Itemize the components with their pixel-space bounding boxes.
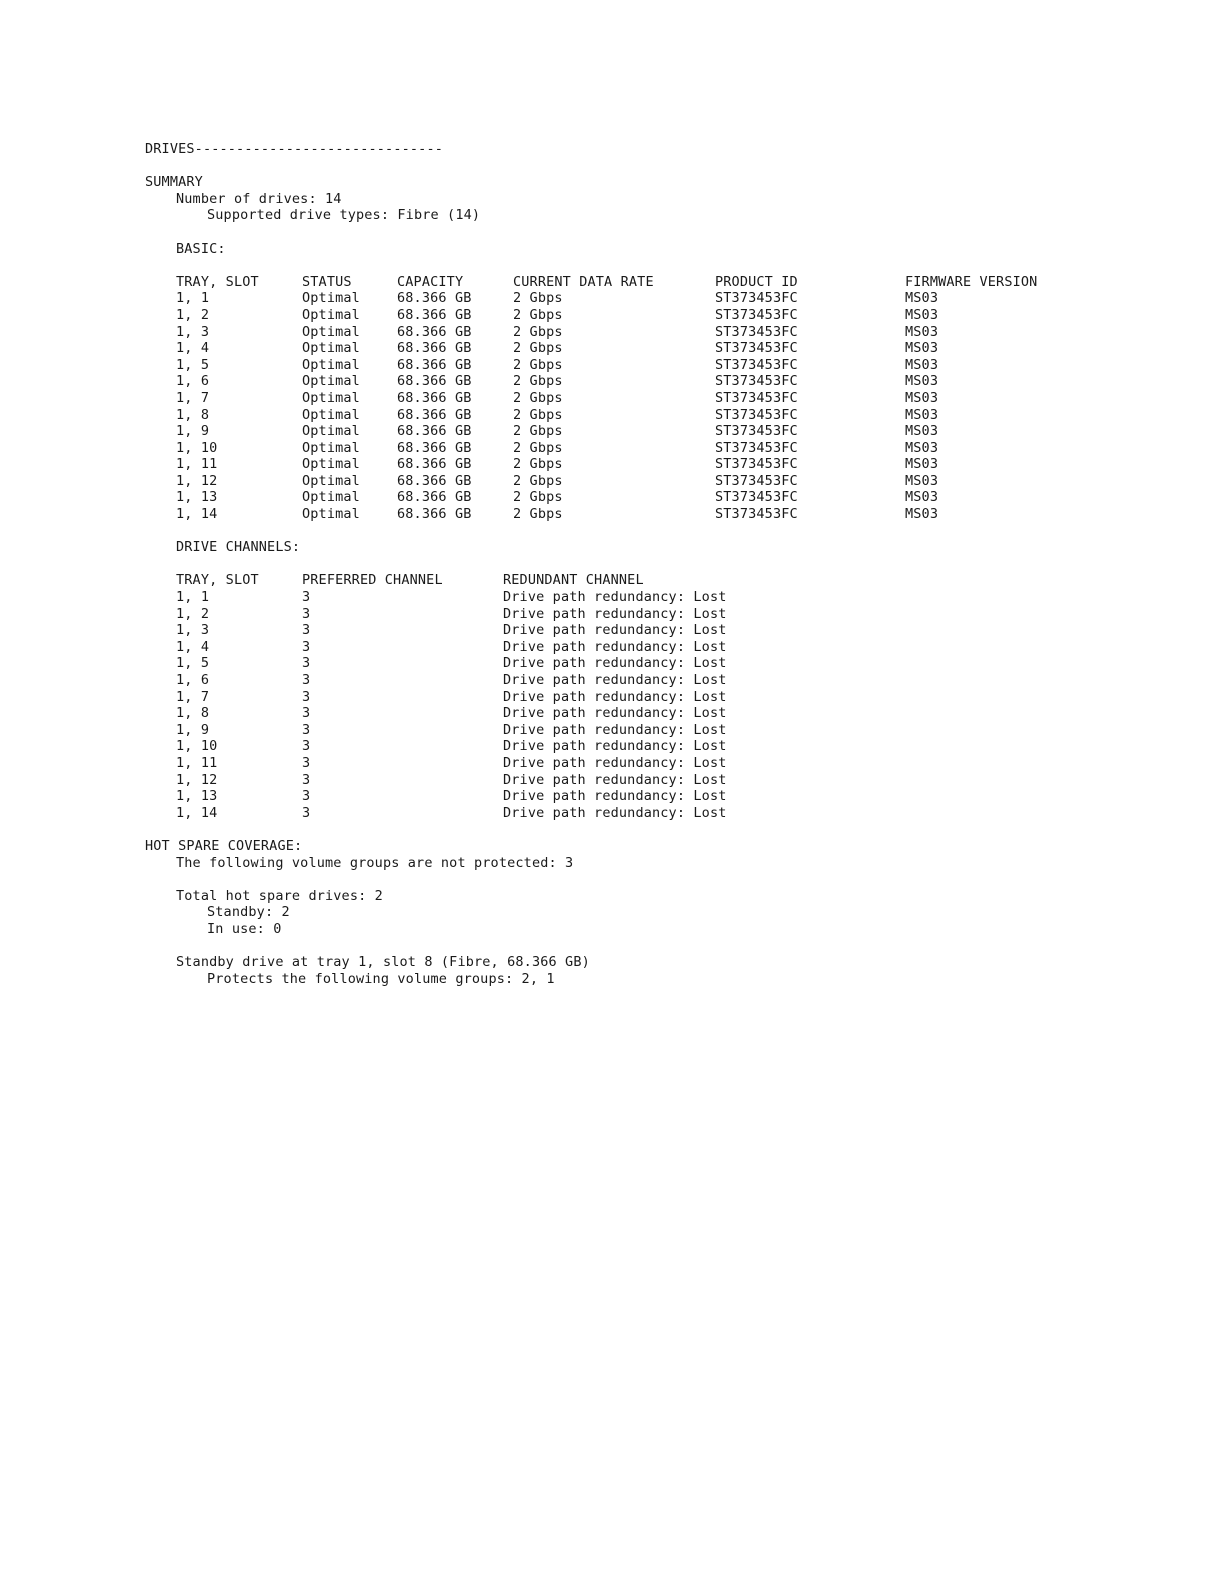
supported-drive-types: Supported drive types: Fibre (14) xyxy=(207,207,481,224)
column-header-redundant-channel: REDUNDANT CHANNEL xyxy=(503,572,644,589)
tray-slot-cell: 1, 6 xyxy=(176,672,210,688)
product-id-cell: ST373453FC xyxy=(715,373,798,390)
column-header-firmware: FIRMWARE VERSION xyxy=(905,273,1038,290)
data-rate-cell: 2 Gbps xyxy=(513,423,563,440)
in-use-count: In use: 0 xyxy=(207,920,282,937)
table-row xyxy=(145,639,1145,656)
number-of-drives: Number of drives: 14 xyxy=(176,190,342,207)
protected-groups: Protects the following volume groups: 2, 1 xyxy=(207,970,555,987)
capacity-cell: 68.366 GB xyxy=(397,506,472,523)
capacity-cell: 68.366 GB xyxy=(397,356,472,373)
preferred-channel-cell: 3 xyxy=(302,622,311,639)
tray-slot-cell: 1, 13 xyxy=(176,788,218,805)
product-id-cell: ST373453FC xyxy=(715,456,798,473)
table-row xyxy=(145,805,1145,822)
redundant-channel-cell: Drive path redundancy: Lost xyxy=(503,705,727,722)
firmware-cell: MS03 xyxy=(905,323,939,340)
redundant-channel-cell: Drive path redundancy: Lost xyxy=(503,771,727,788)
table-row xyxy=(145,324,1145,341)
tray-slot-cell: 1, 4 xyxy=(176,638,210,655)
status-cell: Optimal xyxy=(302,340,360,357)
product-id-cell: ST373453FC xyxy=(715,290,798,307)
capacity-cell: 68.366 GB xyxy=(397,389,472,406)
redundant-channel-cell: Drive path redundancy: Lost xyxy=(503,655,727,672)
status-cell: Optimal xyxy=(302,472,360,489)
table-row xyxy=(145,689,1145,706)
product-id-cell: ST373453FC xyxy=(715,340,798,357)
data-rate-cell: 2 Gbps xyxy=(513,472,563,489)
preferred-channel-cell: 3 xyxy=(302,721,311,738)
capacity-cell: 68.366 GB xyxy=(397,472,472,489)
tray-slot-cell: 1, 1 xyxy=(176,589,210,606)
firmware-cell: MS03 xyxy=(905,373,939,390)
column-header-status: STATUS xyxy=(302,273,352,290)
table-row xyxy=(145,407,1145,424)
tray-slot-cell: 1, 11 xyxy=(176,456,218,473)
table-row xyxy=(145,738,1145,755)
tray-slot-cell: 1, 10 xyxy=(176,439,218,456)
preferred-channel-cell: 3 xyxy=(302,804,311,821)
capacity-cell: 68.366 GB xyxy=(397,373,472,390)
table-row xyxy=(145,589,1145,606)
firmware-cell: MS03 xyxy=(905,439,939,456)
firmware-cell: MS03 xyxy=(905,456,939,473)
data-rate-cell: 2 Gbps xyxy=(513,373,563,390)
drives-header: DRIVES------------------------------ xyxy=(145,141,443,157)
capacity-cell: 68.366 GB xyxy=(397,290,472,307)
firmware-cell: MS03 xyxy=(905,506,939,523)
column-header-preferred-channel: PREFERRED CHANNEL xyxy=(302,572,443,589)
total-hot-spares: Total hot spare drives: 2 xyxy=(176,887,383,904)
column-header-tray-slot: TRAY, SLOT xyxy=(176,273,259,290)
preferred-channel-cell: 3 xyxy=(302,638,311,655)
hot-spare-title: HOT SPARE COVERAGE: xyxy=(145,837,303,854)
status-cell: Optimal xyxy=(302,489,360,506)
column-header-data-rate: CURRENT DATA RATE xyxy=(513,273,654,290)
status-cell: Optimal xyxy=(302,423,360,440)
product-id-cell: ST373453FC xyxy=(715,423,798,440)
redundant-channel-cell: Drive path redundancy: Lost xyxy=(503,638,727,655)
preferred-channel-cell: 3 xyxy=(302,672,311,688)
product-id-cell: ST373453FC xyxy=(715,356,798,373)
preferred-channel-cell: 3 xyxy=(302,705,311,722)
channels-table-body xyxy=(145,589,1145,821)
firmware-cell: MS03 xyxy=(905,489,939,506)
tray-slot-cell: 1, 3 xyxy=(176,622,210,639)
redundant-channel-cell: Drive path redundancy: Lost xyxy=(503,721,727,738)
data-rate-cell: 2 Gbps xyxy=(513,340,563,357)
redundant-channel-cell: Drive path redundancy: Lost xyxy=(503,804,727,821)
tray-slot-cell: 1, 1 xyxy=(176,290,210,307)
status-cell: Optimal xyxy=(302,389,360,406)
table-row xyxy=(145,705,1145,722)
tray-slot-cell: 1, 10 xyxy=(176,738,218,755)
data-rate-cell: 2 Gbps xyxy=(513,489,563,506)
preferred-channel-cell: 3 xyxy=(302,655,311,672)
table-row xyxy=(145,722,1145,739)
table-row xyxy=(145,672,1145,689)
status-cell: Optimal xyxy=(302,406,360,423)
data-rate-cell: 2 Gbps xyxy=(513,290,563,307)
capacity-cell: 68.366 GB xyxy=(397,456,472,473)
redundant-channel-cell: Drive path redundancy: Lost xyxy=(503,589,727,606)
tray-slot-cell: 1, 9 xyxy=(176,423,210,440)
data-rate-cell: 2 Gbps xyxy=(513,323,563,340)
table-row xyxy=(145,373,1145,390)
preferred-channel-cell: 3 xyxy=(302,688,311,705)
status-cell: Optimal xyxy=(302,439,360,456)
status-cell: Optimal xyxy=(302,306,360,323)
basic-title: BASIC: xyxy=(176,240,226,257)
firmware-cell: MS03 xyxy=(905,340,939,357)
tray-slot-cell: 1, 11 xyxy=(176,754,218,771)
data-rate-cell: 2 Gbps xyxy=(513,456,563,473)
capacity-cell: 68.366 GB xyxy=(397,306,472,323)
tray-slot-cell: 1, 14 xyxy=(176,804,218,821)
status-cell: Optimal xyxy=(302,373,360,390)
product-id-cell: ST373453FC xyxy=(715,323,798,340)
table-row xyxy=(145,655,1145,672)
product-id-cell: ST373453FC xyxy=(715,472,798,489)
column-header-tray-slot: TRAY, SLOT xyxy=(176,572,259,589)
tray-slot-cell: 1, 9 xyxy=(176,721,210,738)
table-row xyxy=(145,357,1145,374)
product-id-cell: ST373453FC xyxy=(715,489,798,506)
table-row xyxy=(145,456,1145,473)
tray-slot-cell: 1, 8 xyxy=(176,406,210,423)
tray-slot-cell: 1, 4 xyxy=(176,340,210,357)
data-rate-cell: 2 Gbps xyxy=(513,439,563,456)
status-cell: Optimal xyxy=(302,506,360,523)
data-rate-cell: 2 Gbps xyxy=(513,506,563,523)
tray-slot-cell: 1, 3 xyxy=(176,323,210,340)
preferred-channel-cell: 3 xyxy=(302,788,311,805)
status-cell: Optimal xyxy=(302,290,360,307)
redundant-channel-cell: Drive path redundancy: Lost xyxy=(503,688,727,705)
status-cell: Optimal xyxy=(302,356,360,373)
basic-table-body xyxy=(145,290,1145,522)
preferred-channel-cell: 3 xyxy=(302,738,311,755)
redundant-channel-cell: Drive path redundancy: Lost xyxy=(503,672,727,688)
tray-slot-cell: 1, 8 xyxy=(176,705,210,722)
table-row xyxy=(145,423,1145,440)
tray-slot-cell: 1, 2 xyxy=(176,605,210,622)
table-row xyxy=(145,340,1145,357)
capacity-cell: 68.366 GB xyxy=(397,323,472,340)
column-header-capacity: CAPACITY xyxy=(397,273,464,290)
not-protected-groups: The following volume groups are not protected: 3 xyxy=(176,854,574,871)
standby-count: Standby: 2 xyxy=(207,904,290,921)
preferred-channel-cell: 3 xyxy=(302,605,311,622)
firmware-cell: MS03 xyxy=(905,389,939,406)
table-row xyxy=(145,788,1145,805)
tray-slot-cell: 1, 6 xyxy=(176,373,210,390)
firmware-cell: MS03 xyxy=(905,423,939,440)
product-id-cell: ST373453FC xyxy=(715,389,798,406)
table-row xyxy=(145,290,1145,307)
table-row xyxy=(145,622,1145,639)
redundant-channel-cell: Drive path redundancy: Lost xyxy=(503,788,727,805)
redundant-channel-cell: Drive path redundancy: Lost xyxy=(503,754,727,771)
table-row xyxy=(145,307,1145,324)
channels-table-header xyxy=(145,572,1145,589)
table-row xyxy=(145,755,1145,772)
product-id-cell: ST373453FC xyxy=(715,406,798,423)
data-rate-cell: 2 Gbps xyxy=(513,356,563,373)
tray-slot-cell: 1, 12 xyxy=(176,472,218,489)
firmware-cell: MS03 xyxy=(905,406,939,423)
preferred-channel-cell: 3 xyxy=(302,589,311,606)
table-row xyxy=(145,440,1145,457)
data-rate-cell: 2 Gbps xyxy=(513,389,563,406)
product-id-cell: ST373453FC xyxy=(715,306,798,323)
capacity-cell: 68.366 GB xyxy=(397,439,472,456)
firmware-cell: MS03 xyxy=(905,306,939,323)
tray-slot-cell: 1, 13 xyxy=(176,489,218,506)
tray-slot-cell: 1, 14 xyxy=(176,506,218,523)
capacity-cell: 68.366 GB xyxy=(397,406,472,423)
table-row xyxy=(145,489,1145,506)
firmware-cell: MS03 xyxy=(905,356,939,373)
tray-slot-cell: 1, 5 xyxy=(176,356,210,373)
status-cell: Optimal xyxy=(302,323,360,340)
table-row xyxy=(145,506,1145,523)
firmware-cell: MS03 xyxy=(905,290,939,307)
capacity-cell: 68.366 GB xyxy=(397,340,472,357)
product-id-cell: ST373453FC xyxy=(715,506,798,523)
preferred-channel-cell: 3 xyxy=(302,771,311,788)
redundant-channel-cell: Drive path redundancy: Lost xyxy=(503,738,727,755)
capacity-cell: 68.366 GB xyxy=(397,489,472,506)
product-id-cell: ST373453FC xyxy=(715,439,798,456)
tray-slot-cell: 1, 12 xyxy=(176,771,218,788)
drive-channels-title: DRIVE CHANNELS: xyxy=(176,539,301,556)
tray-slot-cell: 1, 7 xyxy=(176,688,210,705)
capacity-cell: 68.366 GB xyxy=(397,423,472,440)
data-rate-cell: 2 Gbps xyxy=(513,306,563,323)
redundant-channel-cell: Drive path redundancy: Lost xyxy=(503,605,727,622)
preferred-channel-cell: 3 xyxy=(302,754,311,771)
tray-slot-cell: 1, 2 xyxy=(176,306,210,323)
table-row xyxy=(145,473,1145,490)
redundant-channel-cell: Drive path redundancy: Lost xyxy=(503,622,727,639)
table-row xyxy=(145,772,1145,789)
drives-report xyxy=(145,141,1145,987)
status-cell: Optimal xyxy=(302,456,360,473)
data-rate-cell: 2 Gbps xyxy=(513,406,563,423)
summary-title: SUMMARY xyxy=(145,174,203,191)
column-header-product-id: PRODUCT ID xyxy=(715,273,798,290)
tray-slot-cell: 1, 5 xyxy=(176,655,210,672)
firmware-cell: MS03 xyxy=(905,472,939,489)
standby-drive-info: Standby drive at tray 1, slot 8 (Fibre, 68.366 GB) xyxy=(176,954,590,971)
tray-slot-cell: 1, 7 xyxy=(176,389,210,406)
basic-table-header xyxy=(145,274,1145,291)
table-row xyxy=(145,606,1145,623)
table-row xyxy=(145,390,1145,407)
